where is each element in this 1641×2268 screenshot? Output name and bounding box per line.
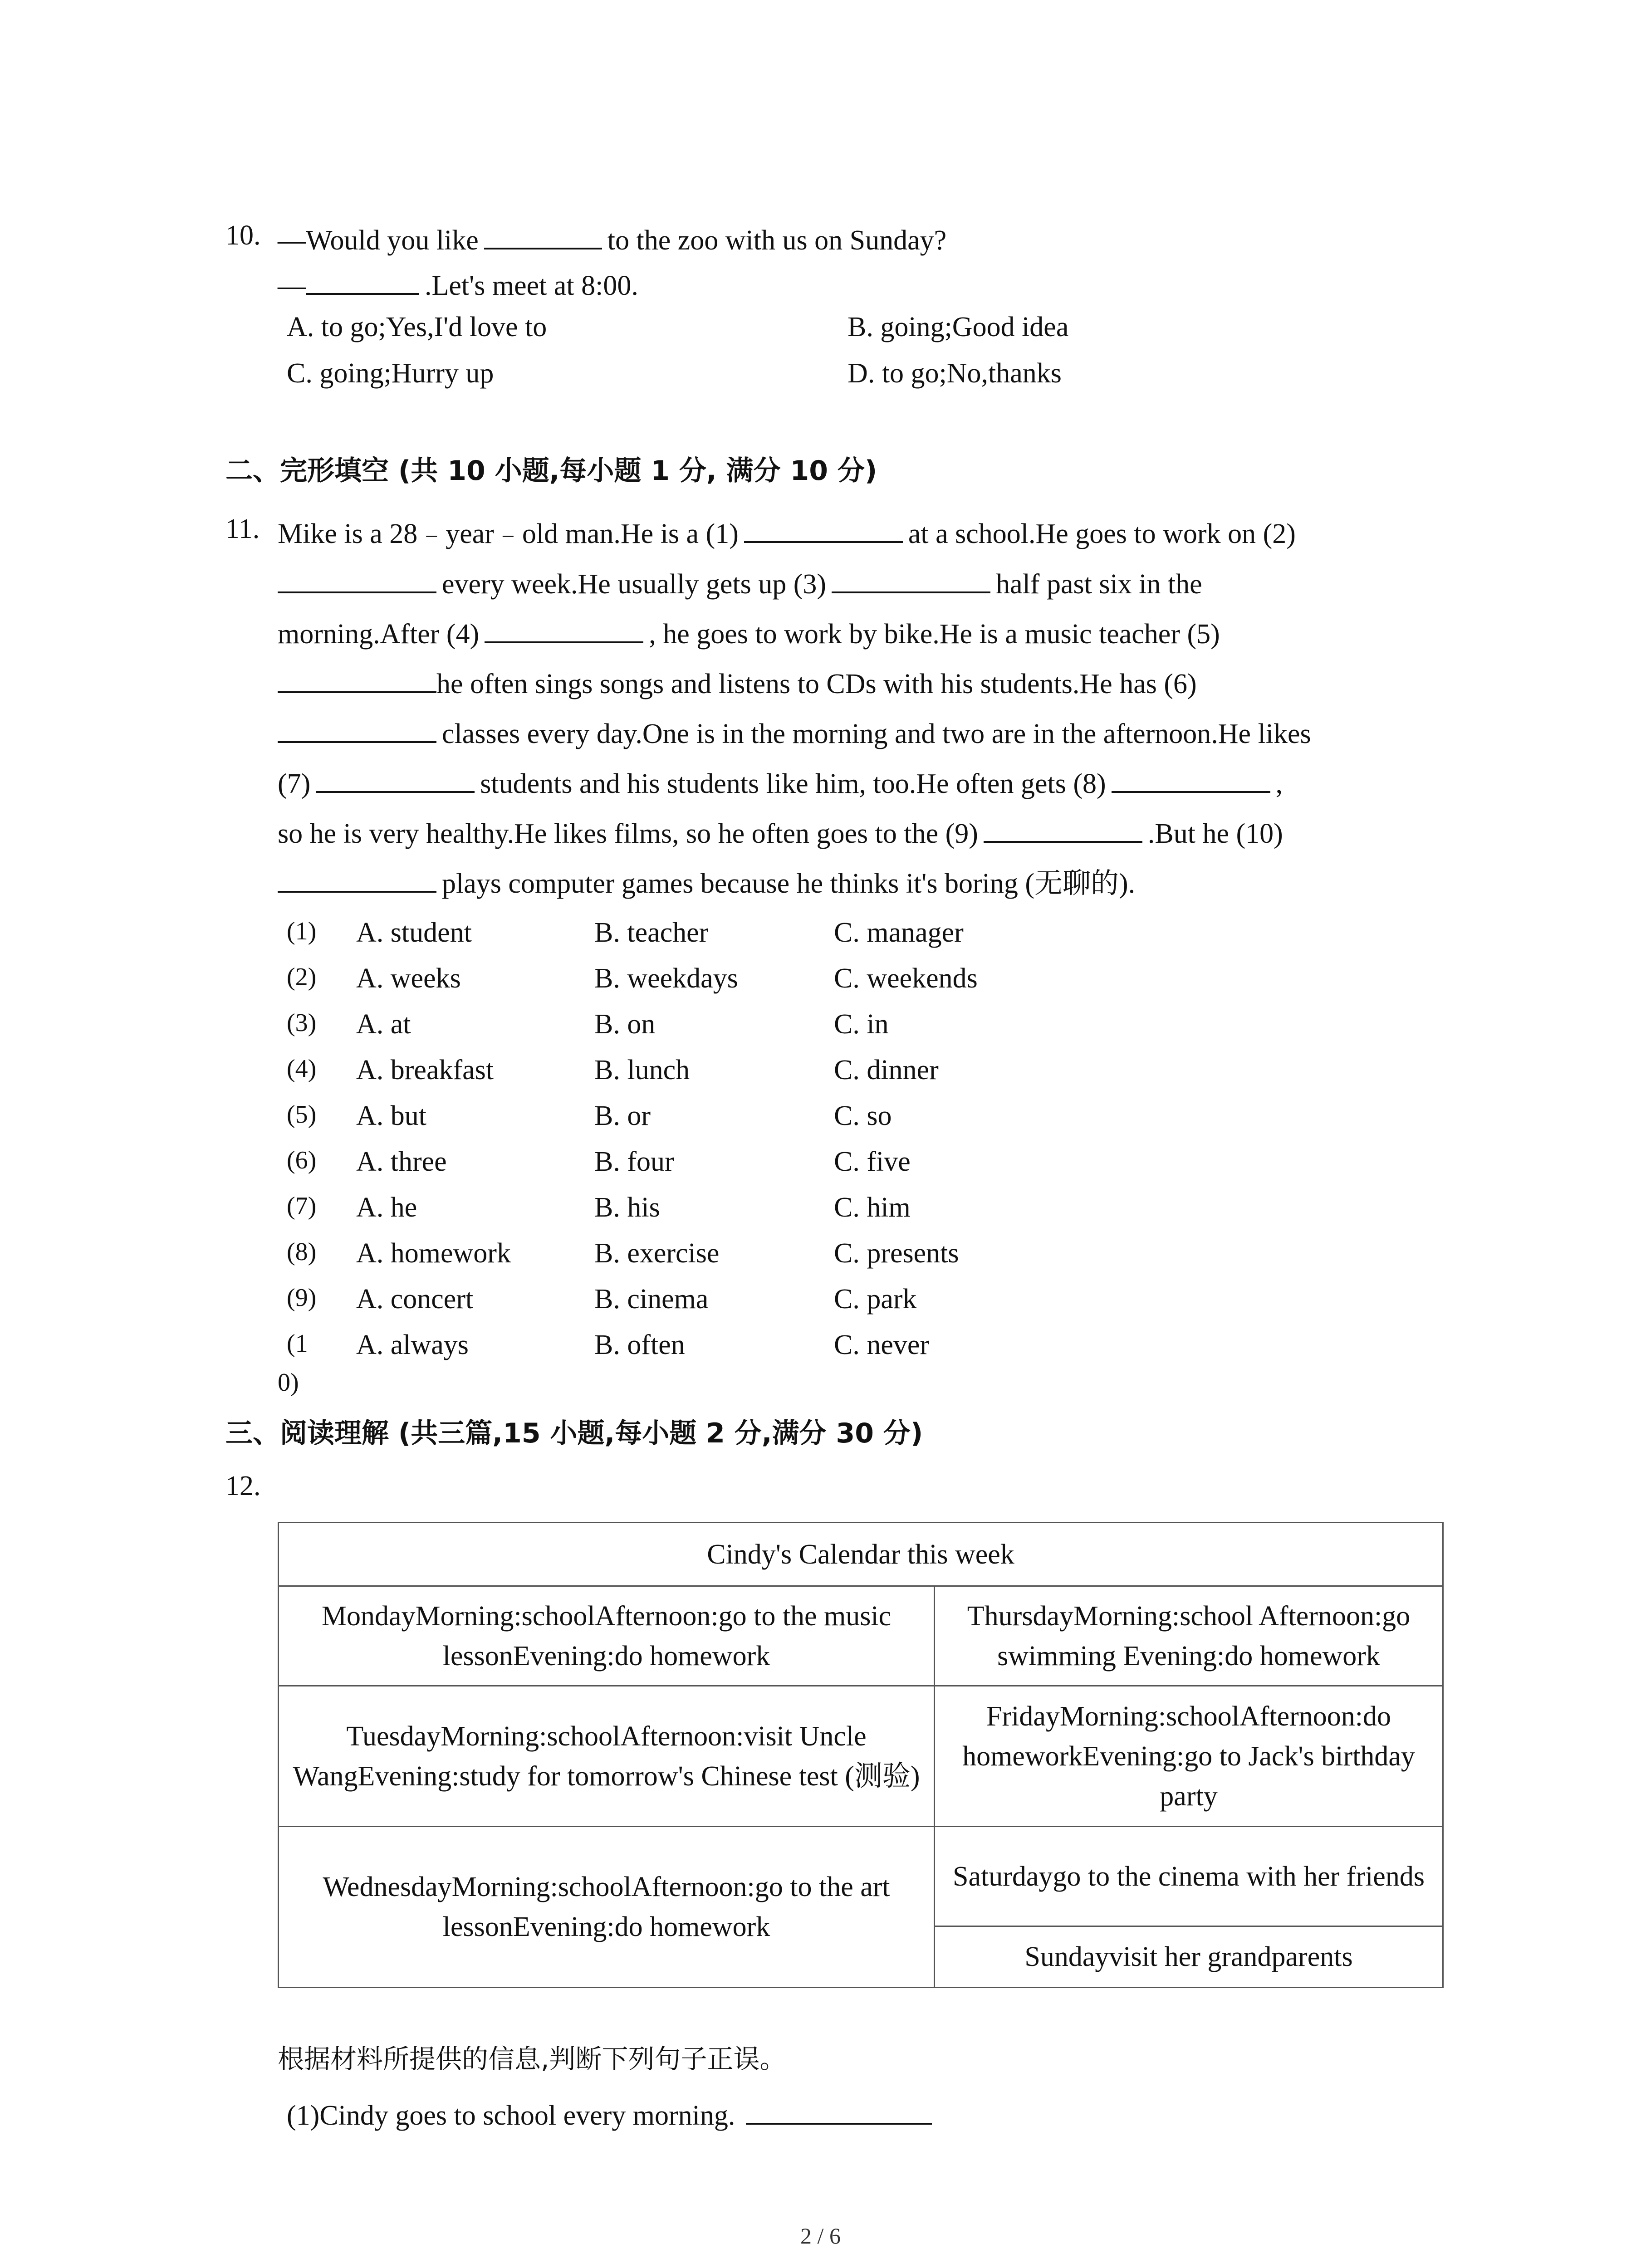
- section3-heading: 三、阅读理解 (共三篇,15 小题,每小题 2 分,满分 30 分): [225, 1418, 923, 1449]
- q12-statement-number: (1): [287, 2100, 320, 2131]
- q11-line-1: [278, 515, 1296, 548]
- q11-blank-9[interactable]: [984, 815, 1142, 843]
- q12-statement-text: Cindy goes to school every morning.: [319, 2100, 735, 2131]
- q10-option-a[interactable]: A. to go;Yes,I'd love to: [287, 312, 547, 342]
- q11-option-b[interactable]: B. often: [594, 1330, 685, 1360]
- q11-option-a[interactable]: A. student: [356, 917, 472, 948]
- q11-blank-7[interactable]: [316, 765, 475, 793]
- q11-blank-4[interactable]: [485, 615, 643, 643]
- q10-blank-2[interactable]: [306, 267, 419, 295]
- q11-option-c[interactable]: C. in: [834, 1009, 889, 1040]
- q11-option-b[interactable]: B. on: [594, 1009, 656, 1040]
- q11-blank-6[interactable]: [278, 715, 436, 743]
- q11-option-a[interactable]: A. at: [356, 1009, 411, 1040]
- q11-blank-5[interactable]: [278, 665, 436, 693]
- q11-option-c[interactable]: C. park: [834, 1284, 917, 1315]
- q11-blank-10[interactable]: [278, 865, 436, 893]
- q11-text: ,: [1275, 768, 1283, 799]
- q11-text: every week.He usually gets up (3): [442, 569, 827, 600]
- q11-option-c[interactable]: C. never: [834, 1330, 930, 1360]
- q11-option-number: (5): [287, 1100, 317, 1129]
- q11-option-number: (8): [287, 1238, 317, 1266]
- q10-line1-pre: —Would you like: [278, 225, 479, 256]
- calendar-friday: FridayMorning:schoolAfternoon:do homeworkEvening:go to Jack's birthday party: [935, 1686, 1443, 1827]
- q11-text: so he is very healthy.He likes films, so he often goes to the (9): [278, 818, 978, 849]
- q11-option-c[interactable]: C. dinner: [834, 1055, 939, 1085]
- calendar-title: Cindy's Calendar this week: [279, 1523, 1443, 1586]
- q10-number: 10.: [225, 220, 261, 251]
- q11-option-c[interactable]: C. five: [834, 1146, 911, 1177]
- q11-text: , he goes to work by bike.He is a music teacher (5): [649, 619, 1220, 650]
- calendar-tuesday: TuesdayMorning:schoolAfternoon:visit Uncle WangEvening:study for tomorrow's Chinese test (测验): [279, 1686, 935, 1827]
- q11-option-c[interactable]: C. so: [834, 1100, 892, 1131]
- q11-option-a[interactable]: A. but: [356, 1100, 426, 1131]
- q11-text: (7): [278, 768, 311, 799]
- q12-number: 12.: [225, 1471, 261, 1501]
- q10-blank-1[interactable]: [484, 221, 602, 249]
- q11-option-c[interactable]: C. weekends: [834, 963, 978, 994]
- q11-option-b[interactable]: B. or: [594, 1100, 651, 1131]
- q11-option-number: (9): [287, 1284, 317, 1312]
- calendar-sunday: Sundayvisit her grandparents: [935, 1926, 1443, 1988]
- q11-option-b[interactable]: B. weekdays: [594, 963, 738, 994]
- q11-option-a[interactable]: A. concert: [356, 1284, 474, 1315]
- q11-option-b[interactable]: B. cinema: [594, 1284, 709, 1315]
- q10-line2-pre: —: [278, 270, 306, 301]
- q12-statement-1: [287, 2097, 937, 2130]
- q11-line-8: [278, 865, 1135, 898]
- calendar-saturday: Saturdaygo to the cinema with her friends: [935, 1827, 1443, 1926]
- q11-line-7: [278, 815, 1283, 848]
- q11-blank-1[interactable]: [744, 515, 903, 543]
- calendar-thursday: ThursdayMorning:school Afternoon:go swimming Evening:do homework: [935, 1586, 1443, 1686]
- q11-option-c[interactable]: C. presents: [834, 1238, 959, 1269]
- q11-option-c[interactable]: C. manager: [834, 917, 964, 948]
- q11-text: plays computer games because he thinks it's boring (无聊的).: [442, 868, 1136, 899]
- q11-text: he often sings songs and listens to CDs with his students.He has (6): [436, 669, 1197, 699]
- q11-option-a[interactable]: A. breakfast: [356, 1055, 494, 1085]
- q11-option-a[interactable]: A. homework: [356, 1238, 511, 1269]
- q11-text: students and his students like him, too.He often gets (8): [480, 768, 1106, 799]
- q11-line-6: [278, 765, 1283, 798]
- q10-line-2: [278, 267, 638, 300]
- q10-option-b[interactable]: B. going;Good idea: [847, 312, 1069, 342]
- q11-option-number: (6): [287, 1146, 317, 1174]
- q11-option-b[interactable]: B. four: [594, 1146, 674, 1177]
- q11-line-4: [278, 665, 1197, 698]
- q11-option-number: (1): [287, 917, 317, 945]
- section2-heading: 二、完形填空 (共 10 小题,每小题 1 分, 满分 10 分): [225, 455, 877, 487]
- q11-option-a[interactable]: A. three: [356, 1146, 447, 1177]
- q11-text: classes every day.One is in the morning and two are in the afternoon.He likes: [442, 719, 1311, 749]
- calendar-wednesday: WednesdayMorning:schoolAfternoon:go to the art lessonEvening:do homework: [279, 1827, 935, 1988]
- q11-text: .But he (10): [1147, 818, 1283, 849]
- q10-line2-post: .Let's meet at 8:00.: [425, 270, 638, 301]
- q11-option-b[interactable]: B. his: [594, 1192, 660, 1223]
- q11-option-a[interactable]: A. always: [356, 1330, 469, 1360]
- q10-line1-post: to the zoo with us on Sunday?: [607, 225, 947, 256]
- q11-option-number: (1: [287, 1330, 308, 1358]
- q11-text: morning.After (4): [278, 619, 480, 650]
- q11-line-2: [278, 565, 1202, 598]
- q11-option-b[interactable]: B. teacher: [594, 917, 709, 948]
- q11-line-5: [278, 715, 1311, 748]
- q11-text: half past six in the: [996, 569, 1202, 600]
- q12-instruction: 根据材料所提供的信息,判断下列句子正误。: [278, 2043, 786, 2074]
- q12-answer-blank-1[interactable]: [746, 2097, 932, 2125]
- q10-option-d[interactable]: D. to go;No,thanks: [847, 358, 1062, 389]
- q10-line-1: [278, 221, 946, 254]
- q11-option-b[interactable]: B. lunch: [594, 1055, 690, 1085]
- q11-option-number: (3): [287, 1009, 317, 1037]
- q11-blank-2[interactable]: [278, 565, 436, 593]
- q11-option-b[interactable]: B. exercise: [594, 1238, 720, 1269]
- q11-line-3: [278, 615, 1220, 648]
- q11-option-num-tail: 0): [278, 1369, 299, 1397]
- q11-text: at a school.He goes to work on (2): [908, 518, 1296, 549]
- q11-option-c[interactable]: C. him: [834, 1192, 911, 1223]
- q11-blank-3[interactable]: [832, 565, 990, 593]
- q11-option-a[interactable]: A. weeks: [356, 963, 461, 994]
- q11-blank-8[interactable]: [1112, 765, 1270, 793]
- q11-option-number: (2): [287, 963, 317, 991]
- calendar-table: [278, 1522, 1444, 1988]
- q10-option-c[interactable]: C. going;Hurry up: [287, 358, 494, 389]
- q11-option-number: (4): [287, 1055, 317, 1083]
- q11-option-number: (7): [287, 1192, 317, 1220]
- q11-option-a[interactable]: A. he: [356, 1192, 417, 1223]
- q11-number: 11.: [225, 513, 260, 544]
- page-number: 2 / 6: [800, 2223, 841, 2248]
- q11-text: Mike is a 28﹣year﹣old man.He is a (1): [278, 518, 739, 549]
- calendar-monday: MondayMorning:schoolAfternoon:go to the music lessonEvening:do homework: [279, 1586, 935, 1686]
